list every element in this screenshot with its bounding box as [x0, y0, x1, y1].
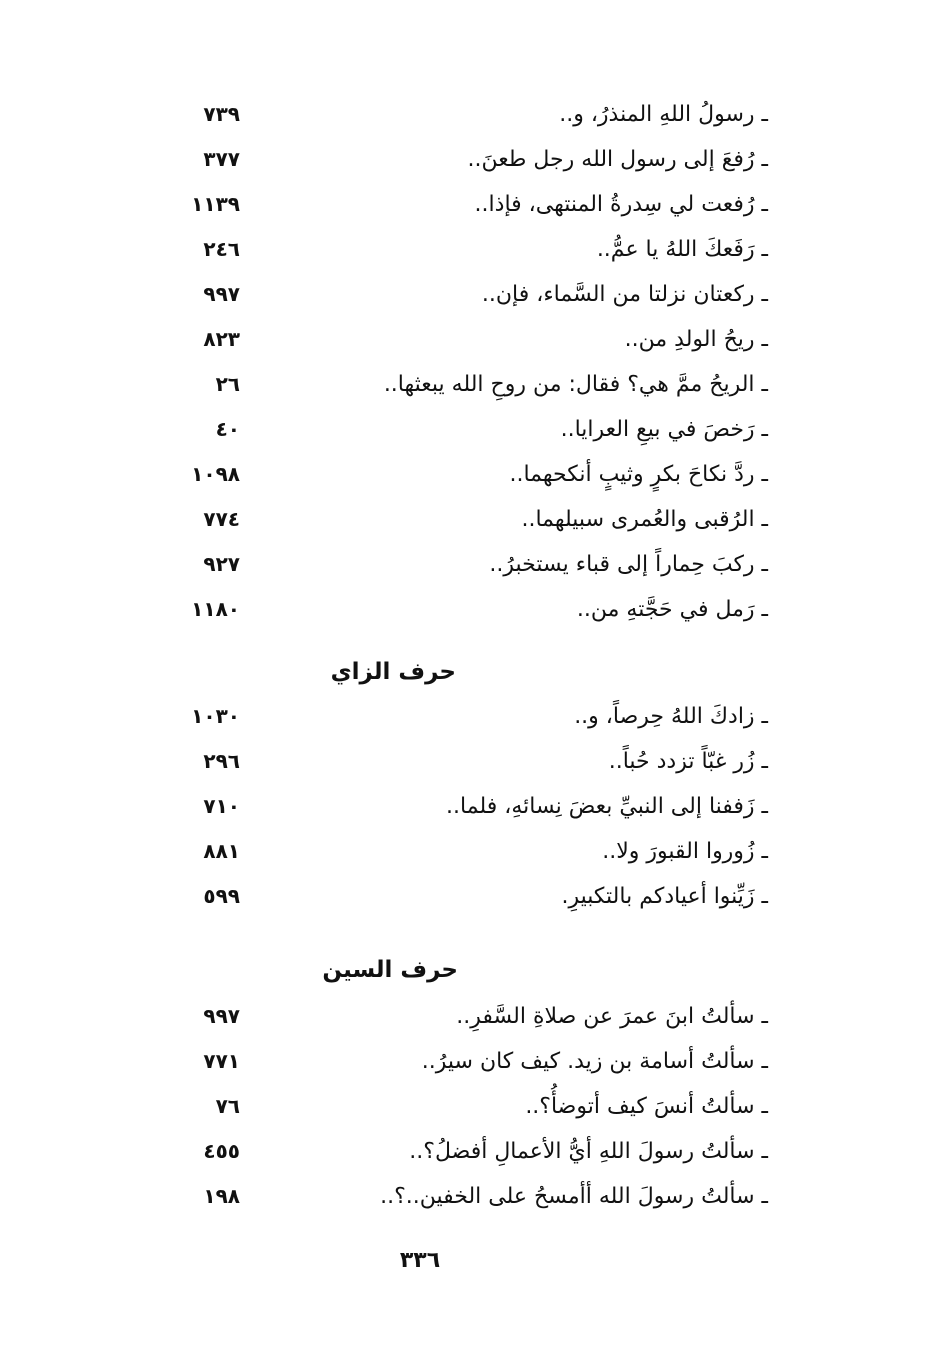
entry-text: ـ رَمل في حَجَّتهِ من..	[576, 597, 768, 622]
page-number: ٣٣٦	[399, 1248, 441, 1273]
entry-text: ـ ركعتان نزلتا من السَّماء، فإن..	[481, 282, 768, 307]
index-entry	[0, 542, 940, 587]
entry-page-number: ١٠٣٠	[191, 704, 240, 728]
entry-text: ـ سألتُ ابنَ عمرَ عن صلاةِ السَّفرِ..	[456, 1004, 768, 1029]
entry-page-number: ٣٧٧	[203, 147, 240, 171]
entry-page-number: ١٩٨	[203, 1184, 240, 1208]
entry-text: ـ رُفعت لي سِدرةُ المنتهى، فإذا..	[474, 192, 768, 217]
section-sin	[0, 994, 940, 1219]
index-entry	[0, 1039, 940, 1084]
index-entry	[0, 227, 940, 272]
entry-text: ـ رسولُ اللهِ المنذرُ، و..	[559, 102, 768, 127]
entry-text: ـ الرُقبى والعُمرى سبيلهما..	[521, 507, 768, 532]
index-entry	[0, 587, 940, 632]
section-heading-sin: حرف السين	[322, 957, 458, 983]
entry-page-number: ٧٧١	[203, 1049, 240, 1073]
entry-text: ـ زُوروا القبورَ ولا..	[602, 839, 768, 864]
entry-text: ـ رَخصَ في بيعِ العرايا..	[560, 417, 768, 442]
entry-text: ـ سألتُ رسولَ الله أأمسحُ على الخفين..؟..	[380, 1184, 768, 1209]
index-entry	[0, 1129, 940, 1174]
entry-page-number: ٥٩٩	[203, 884, 240, 908]
index-entry	[0, 694, 940, 739]
entry-page-number: ٤٥٥	[203, 1139, 240, 1163]
index-entry	[0, 182, 940, 227]
index-entry	[0, 994, 940, 1039]
entry-text: ـ سألتُ أنسَ كيف أتوضأُ؟..	[525, 1094, 768, 1119]
entry-page-number: ٢٦	[215, 372, 240, 396]
entry-page-number: ٨٢٣	[203, 327, 240, 351]
index-entry	[0, 1174, 940, 1219]
entry-page-number: ٧٣٩	[203, 102, 240, 126]
index-entry	[0, 137, 940, 182]
index-entry	[0, 272, 940, 317]
index-entry	[0, 497, 940, 542]
index-entry	[0, 739, 940, 784]
index-entry	[0, 452, 940, 497]
index-entry	[0, 407, 940, 452]
index-entry	[0, 874, 940, 919]
entry-page-number: ٢٩٦	[203, 749, 240, 773]
entry-text: ـ زُر غبّاً تزدد حُباً..	[608, 749, 768, 774]
entry-text: ـ الريحُ ممَّ هي؟ فقال: من روحِ الله يبعثها..	[383, 372, 768, 397]
entry-page-number: ٩٩٧	[203, 282, 240, 306]
entry-page-number: ١٠٩٨	[191, 462, 240, 486]
entry-text: ـ رُفعَ إلى رسول الله رجل طعنَ..	[467, 147, 768, 172]
entry-page-number: ٤٠	[215, 417, 240, 441]
entry-page-number: ١١٣٩	[191, 192, 240, 216]
entry-page-number: ٧٦	[215, 1094, 240, 1118]
section-ra	[0, 92, 940, 632]
entry-text: ـ زادكَ اللهُ حِرصاً، و..	[574, 704, 768, 729]
index-entry	[0, 362, 940, 407]
entry-page-number: ٩٩٧	[203, 1004, 240, 1028]
entry-text: ـ سألتُ أسامة بن زيد. كيف كان سيرُ..	[421, 1049, 768, 1074]
entry-text: ـ رَفَعكَ اللهُ يا عمُّ..	[596, 237, 768, 262]
index-entry	[0, 1084, 940, 1129]
entry-page-number: ١١٨٠	[191, 597, 240, 621]
entry-page-number: ٧١٠	[203, 794, 240, 818]
section-heading-zay: حرف الزاي	[330, 659, 456, 685]
entry-page-number: ٨٨١	[203, 839, 240, 863]
entry-text: ـ ردَّ نكاحَ بكرٍ وثيبٍ أنكحهما..	[509, 462, 768, 487]
entry-text: ـ سألتُ رسولَ اللهِ أيُّ الأعمالِ أفضلُ؟..	[409, 1139, 768, 1164]
entry-text: ـ زَيِّنوا أعيادكم بالتكبيرِ.	[561, 884, 768, 909]
index-entry	[0, 829, 940, 874]
section-zay	[0, 694, 940, 919]
entry-page-number: ٧٧٤	[203, 507, 240, 531]
entry-page-number: ٩٢٧	[203, 552, 240, 576]
index-entry	[0, 784, 940, 829]
index-entry	[0, 317, 940, 362]
entry-text: ـ زَففنا إلى النبيِّ بعضَ نِسائهِ، فلما..	[446, 794, 768, 819]
index-entry	[0, 92, 940, 137]
entry-text: ـ ركبَ حِماراً إلى قباء يستخبرُ..	[489, 552, 768, 577]
entry-text: ـ ريحُ الولدِ من..	[624, 327, 768, 352]
entry-page-number: ٢٤٦	[203, 237, 240, 261]
